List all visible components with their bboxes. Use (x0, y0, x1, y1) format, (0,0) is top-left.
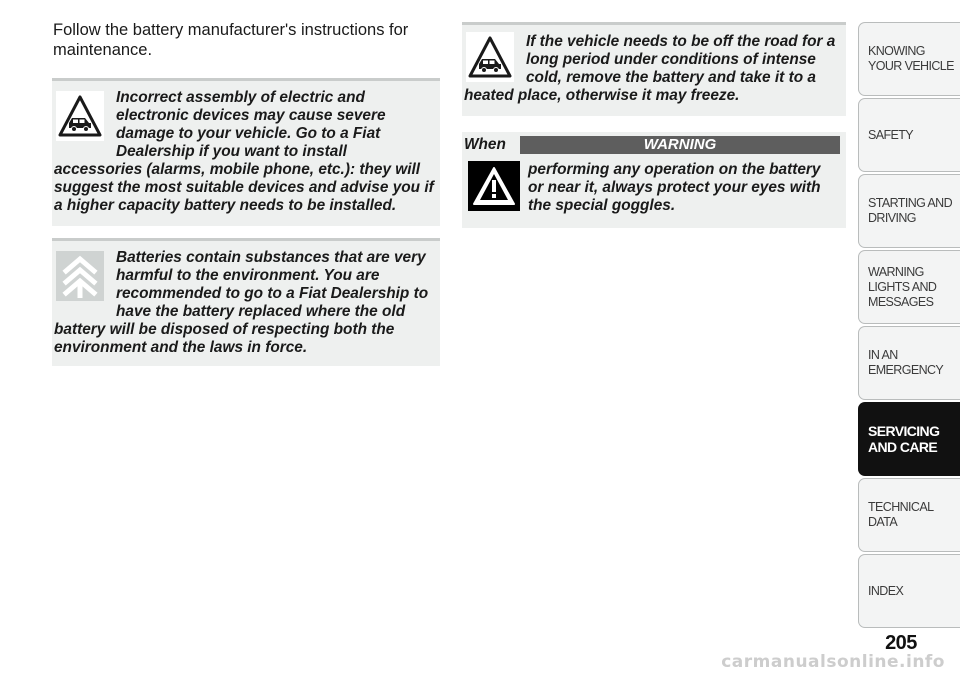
page-number: 205 (885, 632, 917, 654)
tab-starting-and-driving[interactable]: STARTING AND DRIVING (858, 174, 960, 248)
car-warning-icon (56, 91, 104, 141)
chapter-tabs (858, 22, 960, 628)
watermark: carmanualsonline.info (721, 652, 945, 672)
tab-servicing-and-care[interactable]: SERVICING AND CARE (858, 402, 960, 476)
caution-note-storage (462, 22, 846, 116)
caution-text-accessories: Incorrect assembly of electric and electronic devices may cause severe damage to your vehicle. Go to a Fiat Dealership if you want to install accessories (alarms, mobile phone, etc.): they will suggest the most suitable devices and advise you if a higher capacity battery needs to be installed. (54, 89, 434, 214)
tab-index[interactable]: INDEX (858, 554, 960, 628)
tab-knowing-your-vehicle[interactable]: KNOWING YOUR VEHICLE (858, 22, 960, 96)
warning-box (462, 132, 846, 228)
exclamation-triangle-icon (468, 161, 520, 211)
tab-safety[interactable]: SAFETY (858, 98, 960, 172)
tab-warning-lights-and-messages[interactable]: WARNING LIGHTS AND MESSAGES (858, 250, 960, 324)
caution-text-storage: If the vehicle needs to be off the road for a long period under conditions of intense cold, remove the battery and take it to a heated place, otherwise it may freeze. (464, 33, 836, 104)
environment-note (52, 238, 440, 366)
environment-tree-icon (56, 251, 104, 301)
environment-text: Batteries contain substances that are very harmful to the environment. You are recommended to go to a Fiat Dealership to have the battery replaced where the old battery will be disposed of respecting both the environment and the laws in force. (54, 249, 429, 356)
intro-paragraph: Follow the battery manufacturer's instructions for maintenance. (53, 21, 409, 59)
tab-in-an-emergency[interactable]: IN AN EMERGENCY (858, 326, 960, 400)
warning-text: When performing any operation on the battery or near it, always protect your eyes with the special goggles. (464, 136, 821, 214)
warning-heading: WARNING (520, 136, 840, 154)
caution-note-accessories (52, 78, 440, 226)
tab-technical-data[interactable]: TECHNICAL DATA (858, 478, 960, 552)
car-warning-icon (466, 32, 514, 82)
